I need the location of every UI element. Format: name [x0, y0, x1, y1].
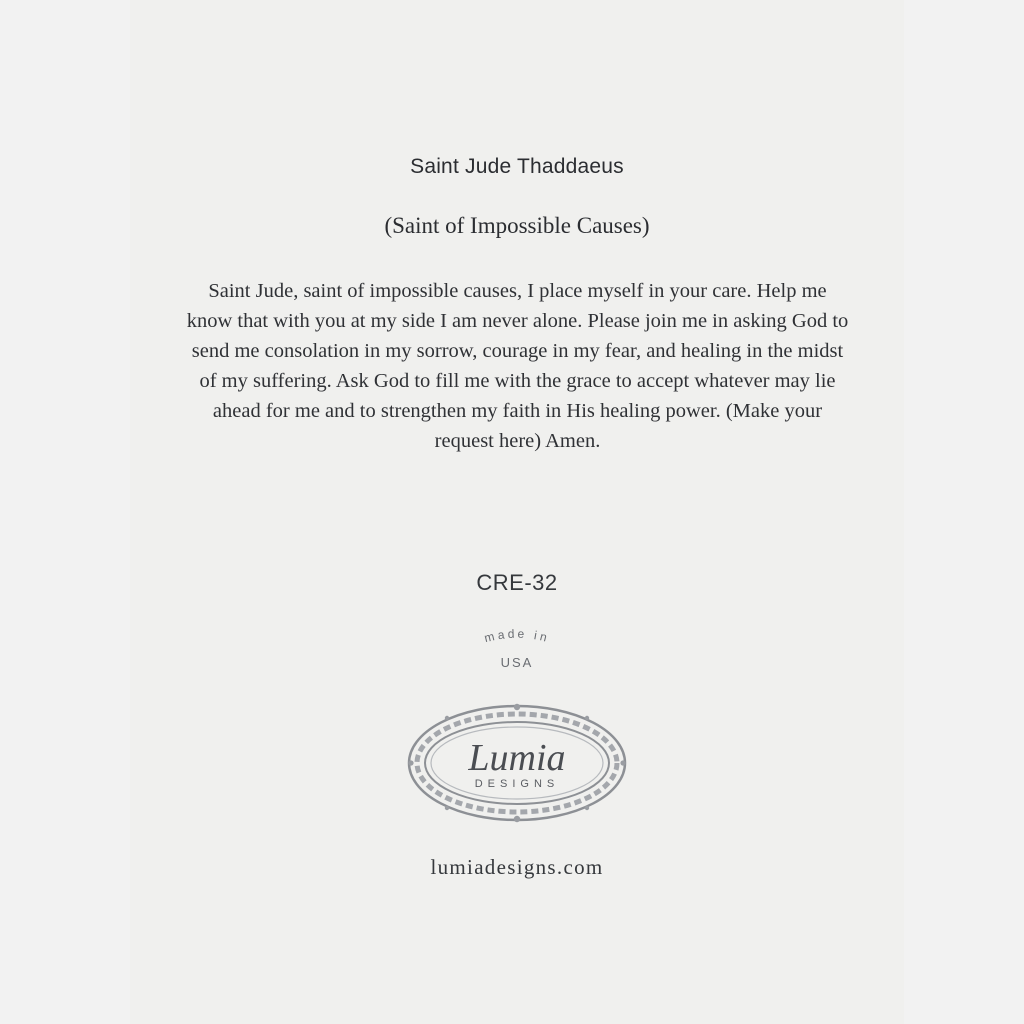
brand-tagline: DESIGNS [474, 778, 560, 790]
website-url: lumiadesigns.com [430, 855, 604, 879]
product-code: CRE-32 [476, 570, 558, 595]
card-subtitle: (Saint of Impossible Causes) [384, 213, 650, 238]
made-in-label: made in [482, 626, 552, 646]
country-label: USA [500, 655, 534, 670]
prayer-card [130, 0, 904, 1024]
prayer-text: Saint Jude, saint of impossible causes, I place myself in your care. Help me know that with you at my side I am never alone. Please join me in asking God to send me consolation in my sorrow, courage in my fear, and healing in the midst of my suffering. Ask God to fill me with the grace to accept whatever may lie ahead for me and to strengthen my faith in His healing power. (Make your request here) Amen. [186, 280, 849, 452]
brand-logo [402, 698, 632, 828]
card-content [130, 0, 904, 1024]
page-title: Saint Jude Thaddaeus [410, 155, 624, 178]
svg-text:made in [483, 627, 552, 646]
brand-name: Lumia [468, 737, 566, 779]
